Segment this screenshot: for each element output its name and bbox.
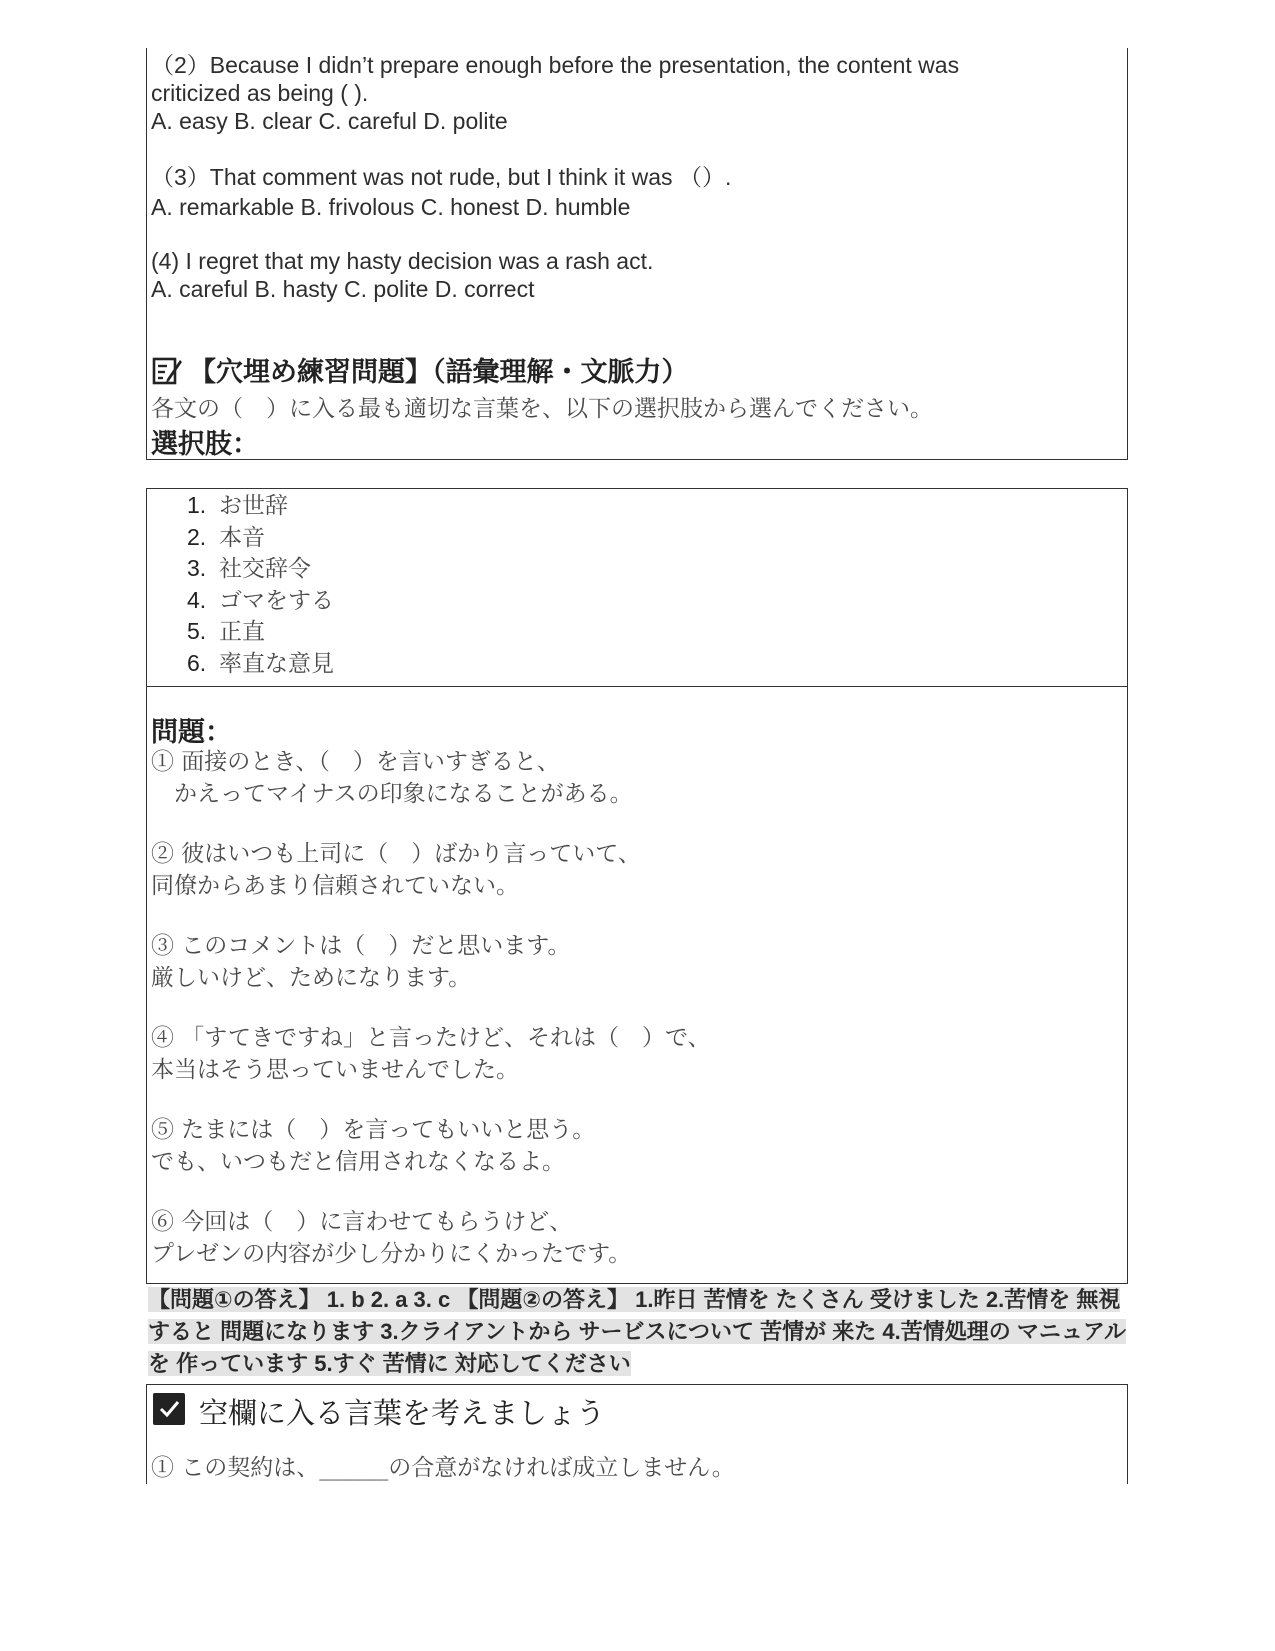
checkbox-checked-icon	[153, 1393, 185, 1425]
blank-question-1: ① この契約は、______の合意がなければ成立しません。	[151, 1455, 735, 1481]
choice-item: 4. ゴマをする	[187, 587, 334, 614]
question-3-line1: ③ このコメントは（ ）だと思います。	[151, 933, 571, 959]
choice-item: 1. お世辞	[187, 492, 288, 519]
answer-key-text: 【問題①の答え】 1. b 2. a 3. c 【問題②の答え】 1.昨日 苦情を たくさん 受けました 2.苦情を 無視すると 問題になります 3.クライアントから サービスについて 苦情が 来た 4.苦情処理の マニュアルを 作っています 5.すぐ 苦情に 対応してください	[148, 1287, 1126, 1376]
blank-exercise-box	[146, 1384, 1128, 1484]
question-6-line2: プレゼンの内容が少し分かりにくかったです。	[151, 1241, 632, 1267]
question-5-line1: ⑤ たまには（ ）を言ってもいいと思う。	[151, 1117, 596, 1143]
questions-box	[146, 686, 1128, 1284]
choice-item: 6. 率直な意見	[187, 650, 334, 677]
choice-item: 3. 社交辞令	[187, 555, 311, 582]
question-4-options: A. careful B. hasty C. polite D. correct	[151, 276, 535, 302]
question-4-line2: 本当はそう思っていませんでした。	[151, 1057, 519, 1083]
question-2-line2: criticized as being ( ).	[151, 80, 369, 106]
choices-heading: 選択肢：	[151, 429, 259, 460]
question-4-line1: ④ 「すてきですね」と言ったけど、それは（ ）で、	[151, 1025, 711, 1051]
questions-heading: 問題：	[151, 717, 232, 748]
question-6-line1: ⑥ 今回は（ ）に言わせてもらうけど、	[151, 1209, 573, 1235]
blank-section-title: 空欄に入る言葉を考えましょう	[199, 1396, 606, 1430]
choices-box	[146, 488, 1128, 687]
question-2-line2: 同僚からあまり信頼されていない。	[151, 873, 519, 899]
fill-section-title: 【穴埋め練習問題】（語彙理解・文脈力）	[189, 357, 689, 388]
question-3-line2: 厳しいけど、ためになります。	[151, 965, 472, 991]
english-questions-box	[146, 48, 1128, 460]
answer-key	[148, 1284, 1128, 1380]
question-1-line1: ① 面接のとき、（ ）を言いすぎると、	[151, 749, 560, 775]
edit-note-icon	[151, 354, 183, 386]
fill-section-instruction: 各文の（ ）に入る最も適切な言葉を、以下の選択肢から選んでください。	[151, 396, 933, 422]
question-5-line2: でも、いつもだと信用されなくなるよ。	[151, 1149, 565, 1175]
question-1-line2: かえってマイナスの印象になることがある。	[151, 781, 633, 807]
question-2-line1: （2）Because I didn’t prepare enough before the presentation, the content was	[151, 52, 960, 78]
choice-item: 2. 本音	[187, 524, 265, 551]
question-2-options: A. easy B. clear C. careful D. polite	[151, 108, 508, 134]
choice-item: 5. 正直	[187, 618, 265, 645]
question-2-line1: ② 彼はいつも上司に（ ）ばかり言っていて、	[151, 841, 641, 867]
question-3-options: A. remarkable B. frivolous C. honest D. humble	[151, 194, 631, 220]
question-3-line1: （3）That comment was not rude, but I think it was （）.	[151, 164, 732, 190]
question-4-line1: (4) I regret that my hasty decision was a rash act.	[151, 248, 654, 274]
